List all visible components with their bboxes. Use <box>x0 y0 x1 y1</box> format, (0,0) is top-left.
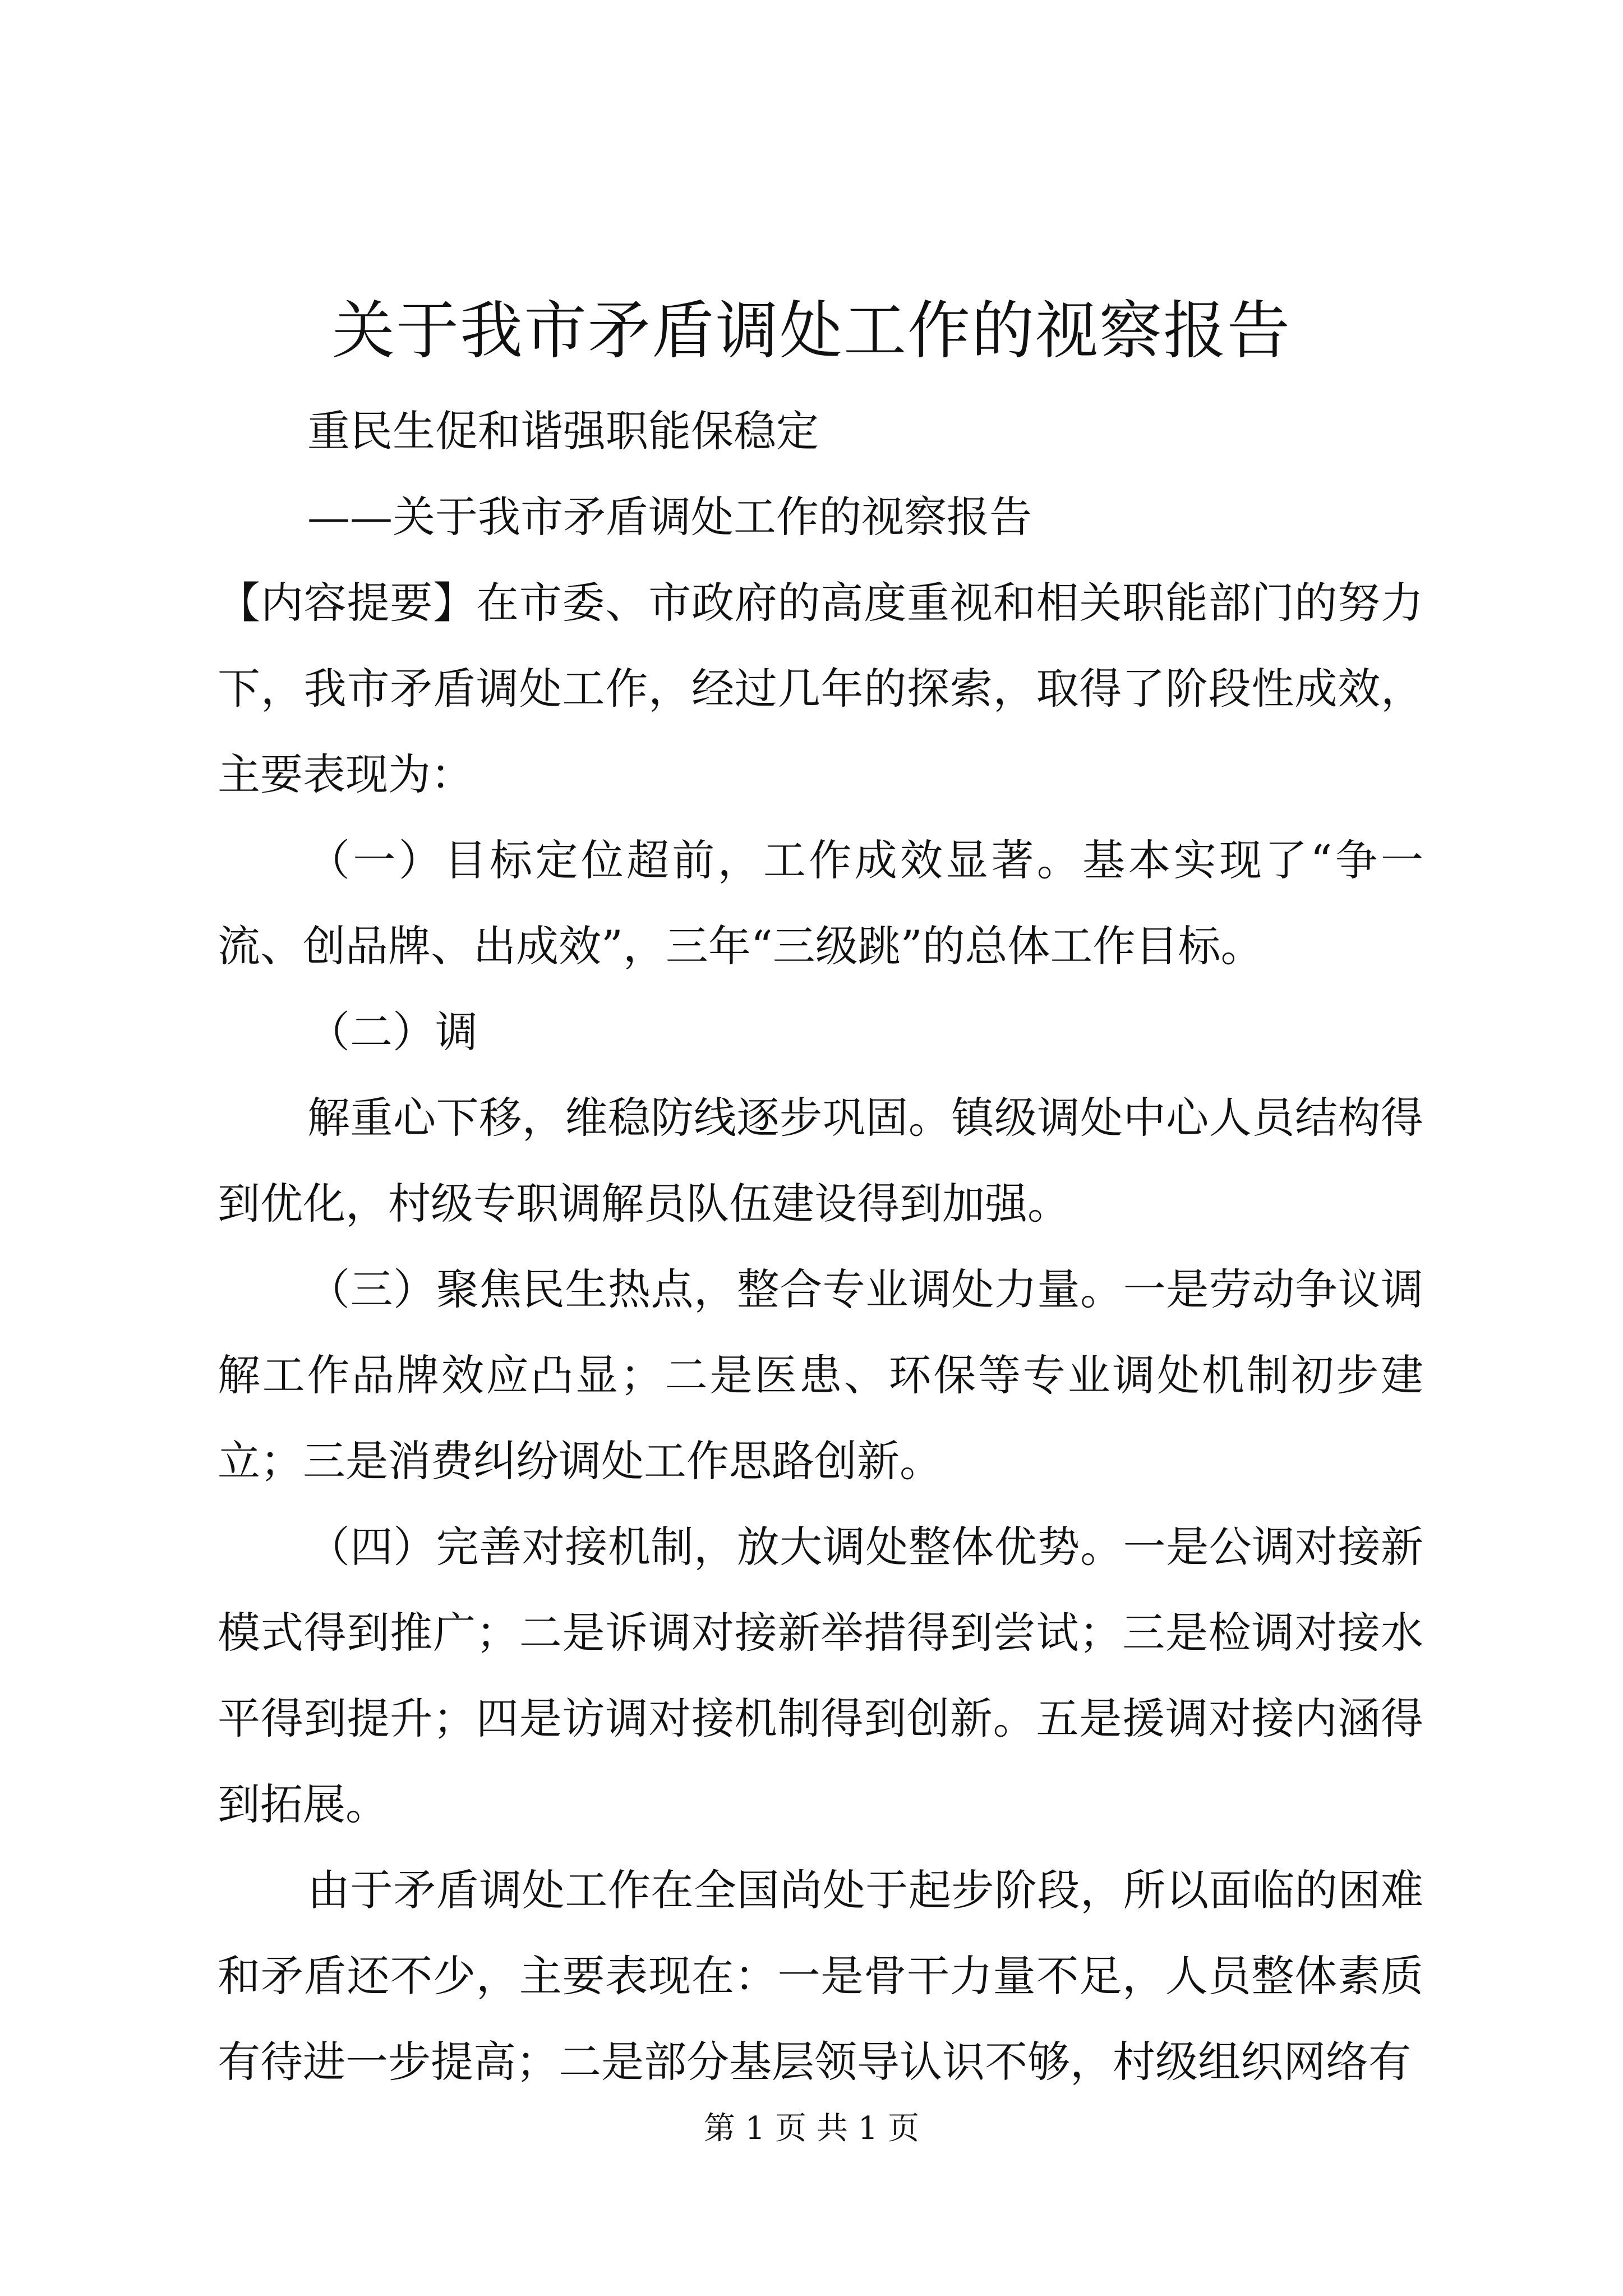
subtitle-report-line: ——关于我市矛盾调处工作的视察报告 <box>307 492 1032 542</box>
point-three-paragraph: （三）聚焦民生热点，整合专业调处力量。一是劳动争议调解工作品牌效应凸显；二是医患、环保等专业调处机制初步建立；三是消费纠纷调处工作思路创新。 <box>218 1264 1423 1486</box>
document-title: 关于我市矛盾调处工作的视察报告 <box>332 295 1291 367</box>
subtitle-line: 重民生促和谐强职能保稳定 <box>307 406 819 456</box>
document-body <box>218 388 1423 2105</box>
problems-paragraph: 由于矛盾调处工作在全国尚处于起步阶段，所以面临的困难和矛盾还不少，主要表现在：一是骨干力量不足，人员整体素质有待进一步提高；二是部分基层领导认识不够，村级组织网络有 <box>218 1865 1423 2087</box>
point-two-paragraph: 解重心下移，维稳防线逐步巩固。镇级调处中心人员结构得到优化，村级专职调解员队伍建设得到加强。 <box>218 1093 1423 1228</box>
point-one-paragraph: （一）目标定位超前，工作成效显著。基本实现了“争一流、创品牌、出成效”，三年“三级跳”的总体工作目标。 <box>218 835 1423 971</box>
point-four-paragraph: （四）完善对接机制，放大调处整体优势。一是公调对接新模式得到推广；二是诉调对接新举措得到尝试；三是检调对接水平得到提升；四是访调对接机制得到创新。五是援调对接内涵得到拓展。 <box>218 1522 1423 1829</box>
page-footer: 第 1 页 共 1 页 <box>703 2110 920 2147</box>
summary-paragraph: 【内容提要】在市委、市政府的高度重视和相关职能部门的努力下，我市矛盾调处工作，经过几年的探索，取得了阶段性成效，主要表现为： <box>218 578 1423 799</box>
point-two-heading: （二）调 <box>307 1007 478 1057</box>
